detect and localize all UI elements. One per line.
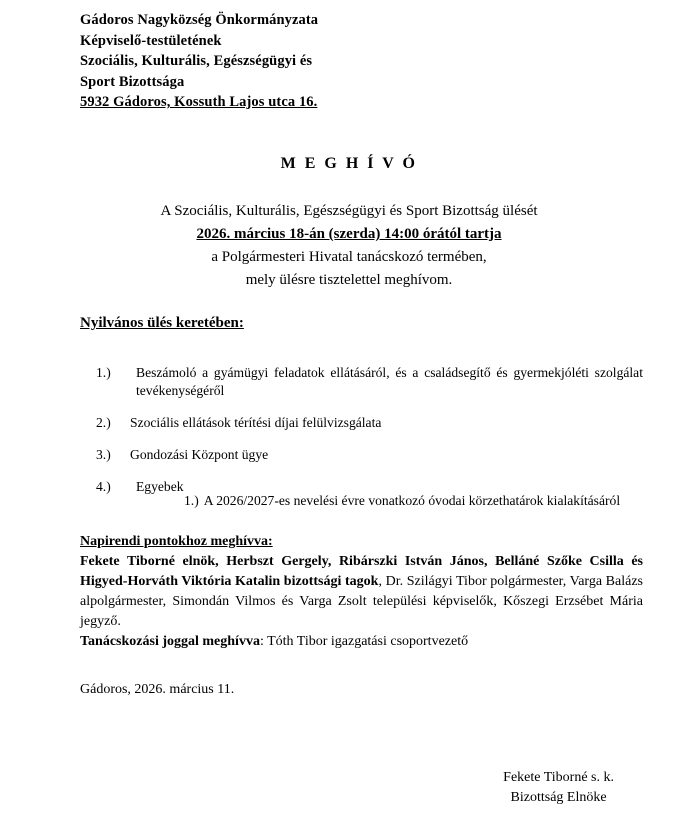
intro-line-datetime: 2026. március 18-án (szerda) 14:00 órától tartja bbox=[196, 226, 502, 242]
invitees-label: Napirendi pontokhoz meghívva: bbox=[80, 534, 273, 549]
agenda-item-number: 1.) bbox=[96, 365, 111, 380]
agenda-sub-item-number: 1.) bbox=[184, 493, 199, 508]
agenda-item-text: Gondozási Központ ügye bbox=[130, 447, 269, 462]
intro-line-1: A Szociális, Kulturális, Egészségügyi és Sport Bizottság ülését bbox=[160, 203, 538, 219]
letterhead-line-1: Gádoros Nagyközség Önkormányzata bbox=[80, 12, 319, 28]
agenda-item bbox=[96, 364, 643, 400]
signature-name: Fekete Tiborné s. k. bbox=[503, 770, 614, 785]
letterhead bbox=[80, 10, 318, 113]
signature-role: Bizottság Elnöke bbox=[510, 790, 607, 805]
agenda-item bbox=[96, 446, 643, 464]
page-title: M E G H Í V Ó bbox=[280, 155, 418, 172]
agenda-item-text: Beszámoló a gyámügyi feladatok ellátásáról, és a családsegítő és gyermekjóléti szolgálat tevékenységéről bbox=[136, 365, 643, 398]
advisory-invitees-block bbox=[80, 632, 643, 652]
letterhead-line-2: Képviselő-testületének bbox=[80, 32, 222, 49]
advisory-label: Tanácskozási joggal meghívva bbox=[80, 634, 260, 649]
agenda-item-number: 2.) bbox=[96, 415, 111, 430]
agenda-list bbox=[96, 364, 643, 510]
agenda-item bbox=[96, 414, 643, 432]
letterhead-address: 5932 Gádoros, Kossuth Lajos utca 16. bbox=[80, 94, 318, 110]
agenda-item-text: Szociális ellátások térítési díjai felülvizsgálata bbox=[130, 415, 382, 430]
advisory-rest: : Tóth Tibor igazgatási csoportvezető bbox=[259, 634, 469, 649]
signature-block bbox=[503, 768, 614, 808]
invitees-block bbox=[80, 532, 643, 632]
letterhead-line-3: Szociális, Kulturális, Egészségügyi és bbox=[80, 53, 313, 69]
place-and-date: Gádoros, 2026. március 11. bbox=[80, 682, 235, 697]
agenda-sub-item-text: A 2026/2027-es nevelési évre vonatkozó óvodai körzethatárok kialakításáról bbox=[203, 493, 621, 508]
invitees-rest: , Dr. Szilágyi Tibor polgármester, Varga Balázs alpolgármester, Simondán Vilmos és Varga Zsolt települési képviselők, Kőszegi Erzsébet Mária jegyző. bbox=[80, 574, 644, 629]
agenda-item-text: Egyebek bbox=[136, 479, 184, 494]
invitees-bold-names: Fekete Tiborné elnök, Herbszt Gergely, Ribárszki István János, Belláné Szőke Csilla és Higyed-Horváth Viktória Katalin bizottsági tagok bbox=[80, 554, 643, 589]
agenda-item-number: 4.) bbox=[96, 479, 111, 494]
agenda-item-number: 3.) bbox=[96, 447, 111, 462]
invitation-intro bbox=[0, 200, 698, 292]
letterhead-line-4: Sport Bizottsága bbox=[80, 73, 185, 90]
section-heading-public-session: Nyilvános ülés keretében: bbox=[80, 315, 244, 331]
agenda-sub-item bbox=[184, 492, 643, 510]
intro-line-3: a Polgármesteri Hivatal tanácskozó termében, bbox=[211, 249, 487, 265]
intro-line-4: mely ülésre tisztelettel meghívom. bbox=[245, 272, 453, 288]
